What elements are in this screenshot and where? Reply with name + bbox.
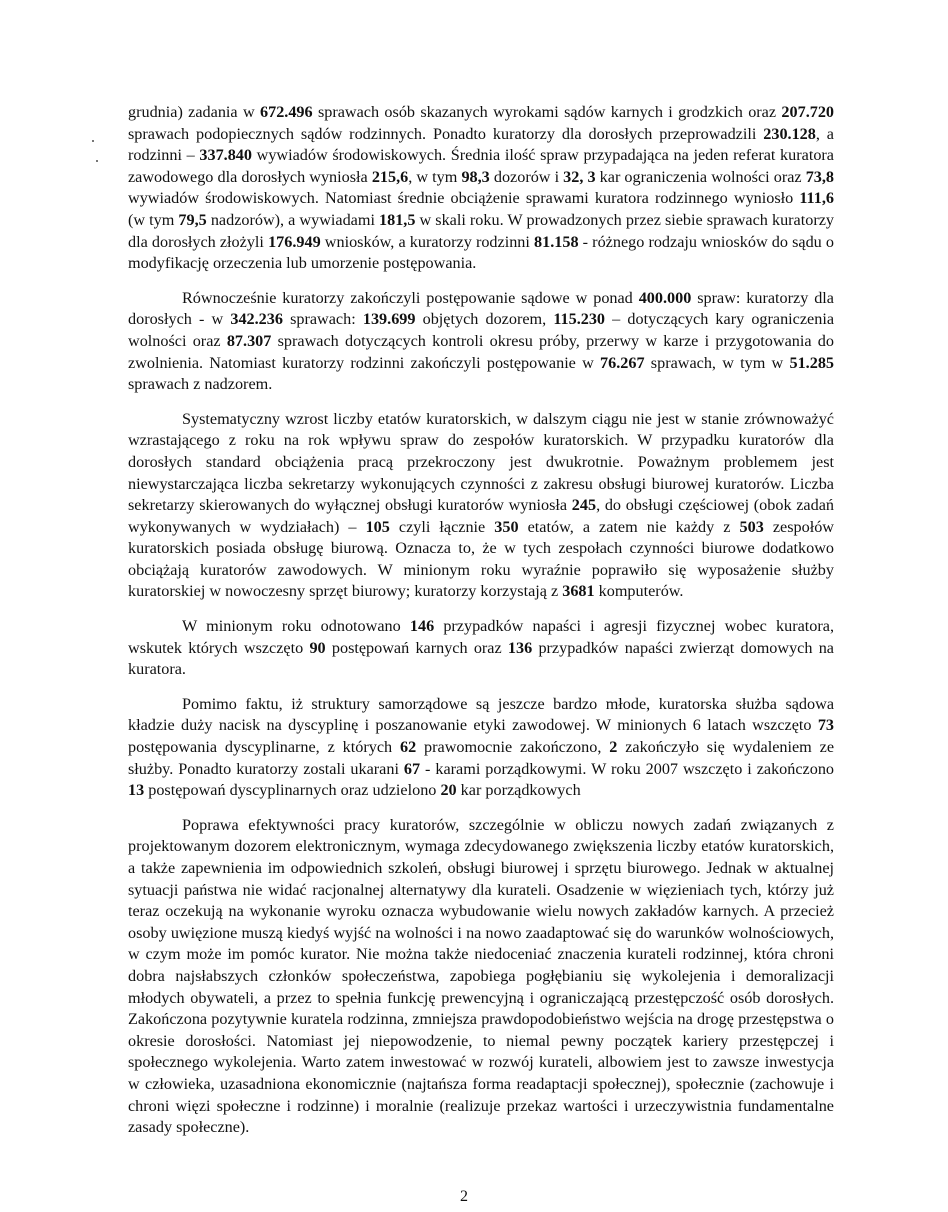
bold-figure: 76.267 xyxy=(600,353,645,372)
text-run: wniosków, a kuratorzy rodzinni xyxy=(320,232,535,251)
bold-figure: 32, 3 xyxy=(563,167,596,186)
bold-figure: 215,6 xyxy=(371,167,409,186)
text-run: W minionym roku odnotowano xyxy=(182,617,410,636)
text-run: kar porządkowych xyxy=(456,781,581,800)
text-run: Równocześnie kuratorzy zakończyli postępowanie sądowe w ponad xyxy=(182,288,639,307)
text-run: – dotyczących kary ograniczenia wolności oraz xyxy=(128,310,835,350)
text-run: dozorów i xyxy=(489,167,564,186)
bold-figure: 176.949 xyxy=(268,232,321,251)
text-run: sprawach, w tym w xyxy=(644,353,790,372)
text-run: prawomocnie zakończono, xyxy=(416,738,610,757)
bold-figure: 87.307 xyxy=(226,331,272,350)
text-run: postępowania dyscyplinarne, z których xyxy=(128,738,400,757)
text-run: czyli łącznie xyxy=(389,517,495,536)
paragraph xyxy=(128,694,834,802)
text-run: wywiadów środowiskowych. Średnia ilość spraw przypadająca na jeden referat kuratora zawodowego dla dorosłych wyniosła xyxy=(128,146,834,186)
bold-figure: 105 xyxy=(365,517,390,536)
text-run: objętych dozorem, xyxy=(415,310,554,329)
text-run: wywiadów środowiskowych. Natomiast średnie obciążenie sprawami kuratora rodzinnego wyniosło xyxy=(128,189,800,208)
text-run: , w tym xyxy=(408,167,462,186)
text-run: , a rodzinni – xyxy=(128,124,834,165)
text-run: postępowań karnych oraz xyxy=(325,638,508,657)
bold-figure: 350 xyxy=(494,517,519,536)
text-run: postępowań dyscyplinarnych oraz udzielono xyxy=(144,781,441,800)
text-run: sprawach: xyxy=(282,310,363,329)
text-run: nadzorów), a wywiadami xyxy=(206,210,380,229)
bold-figure: 3681 xyxy=(562,582,595,601)
bold-figure: 337.840 xyxy=(199,146,252,165)
paragraph xyxy=(128,409,834,603)
bold-figure: 73,8 xyxy=(805,167,835,186)
bold-figure: 503 xyxy=(739,517,764,536)
bold-figure: 2 xyxy=(609,738,618,757)
text-run: przypadków napaści i agresji fizycznej wobec kuratora, wskutek których wszczęto xyxy=(128,617,834,657)
text-run: (w tym xyxy=(128,210,179,229)
text-run: etatów, a zatem nie każdy z xyxy=(518,517,740,536)
bold-figure: 672.496 xyxy=(260,103,313,121)
text-run: Systematyczny wzrost liczby etatów kuratorskich, w dalszym ciągu nie jest w stanie zrównoważyć wzrastającego z roku na rok wpływu spraw do zespołów kuratorskich. W przypadku kuratorów dla dorosłych standard obciążenia pracą przekroczony jest dwukrotnie. Poważnym problemem jest niewystarczająca liczba sekretarzy wykonujących czynności z zakresu obsługi biurowej kuratorów. Liczba sekretarzy skierowanych do wyłącznej obsługi kuratorów wyniosła xyxy=(128,409,834,515)
paragraph xyxy=(128,815,834,1139)
bold-figure: 13 xyxy=(128,781,145,800)
bold-figure: 207.720 xyxy=(781,103,835,121)
bold-figure: 90 xyxy=(309,638,326,657)
scan-speck xyxy=(92,140,94,142)
text-run: sprawach z nadzorem. xyxy=(128,375,273,394)
scan-speck xyxy=(96,160,98,162)
paragraph xyxy=(128,288,834,396)
text-run: kar ograniczenia wolności oraz xyxy=(595,167,806,186)
bold-figure: 136 xyxy=(507,638,533,657)
text-run: sprawach dotyczących kontroli okresu próby, przerwy w karze i przygotowania do zwolnienia. Natomiast kuratorzy rodzinni zakończyli postępowanie w xyxy=(128,331,834,372)
bold-figure: 51.285 xyxy=(789,353,834,372)
text-run: - różnego rodzaju wniosków do sądu o modyfikację orzeczenia lub umorzenie postępowania. xyxy=(128,232,834,273)
bold-figure: 111,6 xyxy=(799,189,834,208)
text-run: grudnia) zadania w xyxy=(128,103,260,121)
bold-figure: 79,5 xyxy=(178,210,207,229)
bold-figure: 342.236 xyxy=(230,310,283,329)
bold-figure: 181,5 xyxy=(379,210,416,229)
bold-figure: 67 xyxy=(403,759,421,778)
bold-figure: 146 xyxy=(409,617,435,636)
bold-figure: 98,3 xyxy=(461,167,490,186)
text-run: zakończyło się wydaleniem ze służby. Ponadto kuratorzy zostali ukarani xyxy=(128,738,835,778)
document-page xyxy=(128,102,834,1152)
bold-figure: 115.230 xyxy=(553,310,606,329)
paragraph xyxy=(128,102,834,275)
bold-figure: 20 xyxy=(440,781,457,800)
bold-figure: 245 xyxy=(571,496,597,515)
text-run: sprawach podopiecznych sądów rodzinnych. Ponadto kuratorzy dla dorosłych przeprowadzili xyxy=(128,124,764,143)
text-run: Pomimo faktu, iż struktury samorządowe są jeszcze bardzo młode, kuratorska służba sądowa kładzie duży nacisk na dyscyplinę i poszanowanie etyki zawodowej. W minionych 6 latach wszczęto xyxy=(128,694,834,735)
bold-figure: 62 xyxy=(399,738,417,757)
bold-figure: 73 xyxy=(817,716,834,735)
text-run: - karami porządkowymi. W roku 2007 wszczęto i zakończono xyxy=(420,759,835,778)
text-run: przypadków napaści zwierząt domowych na kuratora. xyxy=(128,638,834,679)
text-run: Poprawa efektywności pracy kuratorów, szczególnie w obliczu nowych zadań związanych z projektowanym dozorem elektronicznym, wymaga zdecydowanego zwiększenia liczby etatów kuratorskich, a także zapewnienia im odpowiednich szkoleń, obsługi biurowej i sprzętu biurowego. Jednak w aktualnej sytuacji państwa nie widać racjonalnej alternatywy dla kurateli. Osadzenie w więzieniach tych, którzy już teraz oczekują na wykonanie wyroku oznacza wybudowanie wielu nowych zakładów karnych. A przecież osoby uwięzione muszą kiedyś wyjść na wolności i na nowo zaadaptować się do warunków wolnościowych, w czym może im pomóc kurator. Nie można także niedoceniać znaczenia kurateli rodzinnej, która chroni dobra najsłabszych członków społeczeństwa, zapobiega pogłębianiu się wykolejenia i demoralizacji młodych obywateli, a przez to spełnia funkcję prewencyjną i ograniczającą przestępczość osób dorosłych. Zakończona pozytywnie kuratela rodzinna, zmniejsza prawdopodobieństwo wejścia na drogę przestępstwa o okresie dorosłości. Natomiast jej niepowodzenie, to niemal pewny początek kariery przestępczej i społecznego wykolejenia. Warto zatem inwestować w rozwój kurateli, albowiem jest to zawsze inwestycja w człowieka, uzasadniona ekonomicznie (najtańsza forma readaptacji społecznej), społecznie (zachowuje i chroni więzi społeczne i rodzinne) i moralnie (realizuje przekaz wartości i urzeczywistnia fundamentalne zasady społeczne). xyxy=(128,815,834,1137)
text-run: , do obsługi częściowej (obok zadań wykonywanych w wydziałach) – xyxy=(128,496,834,536)
page-number: 2 xyxy=(460,1188,468,1205)
text-run: sprawach osób skazanych wyrokami sądów karnych i grodzkich oraz xyxy=(312,103,782,121)
bold-figure: 230.128 xyxy=(763,124,816,143)
text-run: spraw: kuratorzy dla dorosłych - w xyxy=(128,288,834,329)
text-run: w skali roku. W prowadzonych przez siebie sprawach kuratorzy dla dorosłych złożyli xyxy=(128,210,834,251)
bold-figure: 400.000 xyxy=(638,288,692,307)
text-run: zespołów kuratorskich posiada obsługę biurową. Oznacza to, że w tych zespołach czynności biurowe dodatkowo obciążają kuratorów zawodowych. W minionym roku wyraźnie poprawiło się wyposażenie służby kuratorskiej w nowoczesny sprzęt biurowy; kuratorzy korzystają z xyxy=(128,517,834,601)
bold-figure: 139.699 xyxy=(362,310,416,329)
text-run: komputerów. xyxy=(594,582,684,601)
paragraph xyxy=(128,616,834,681)
bold-figure: 81.158 xyxy=(534,232,579,251)
